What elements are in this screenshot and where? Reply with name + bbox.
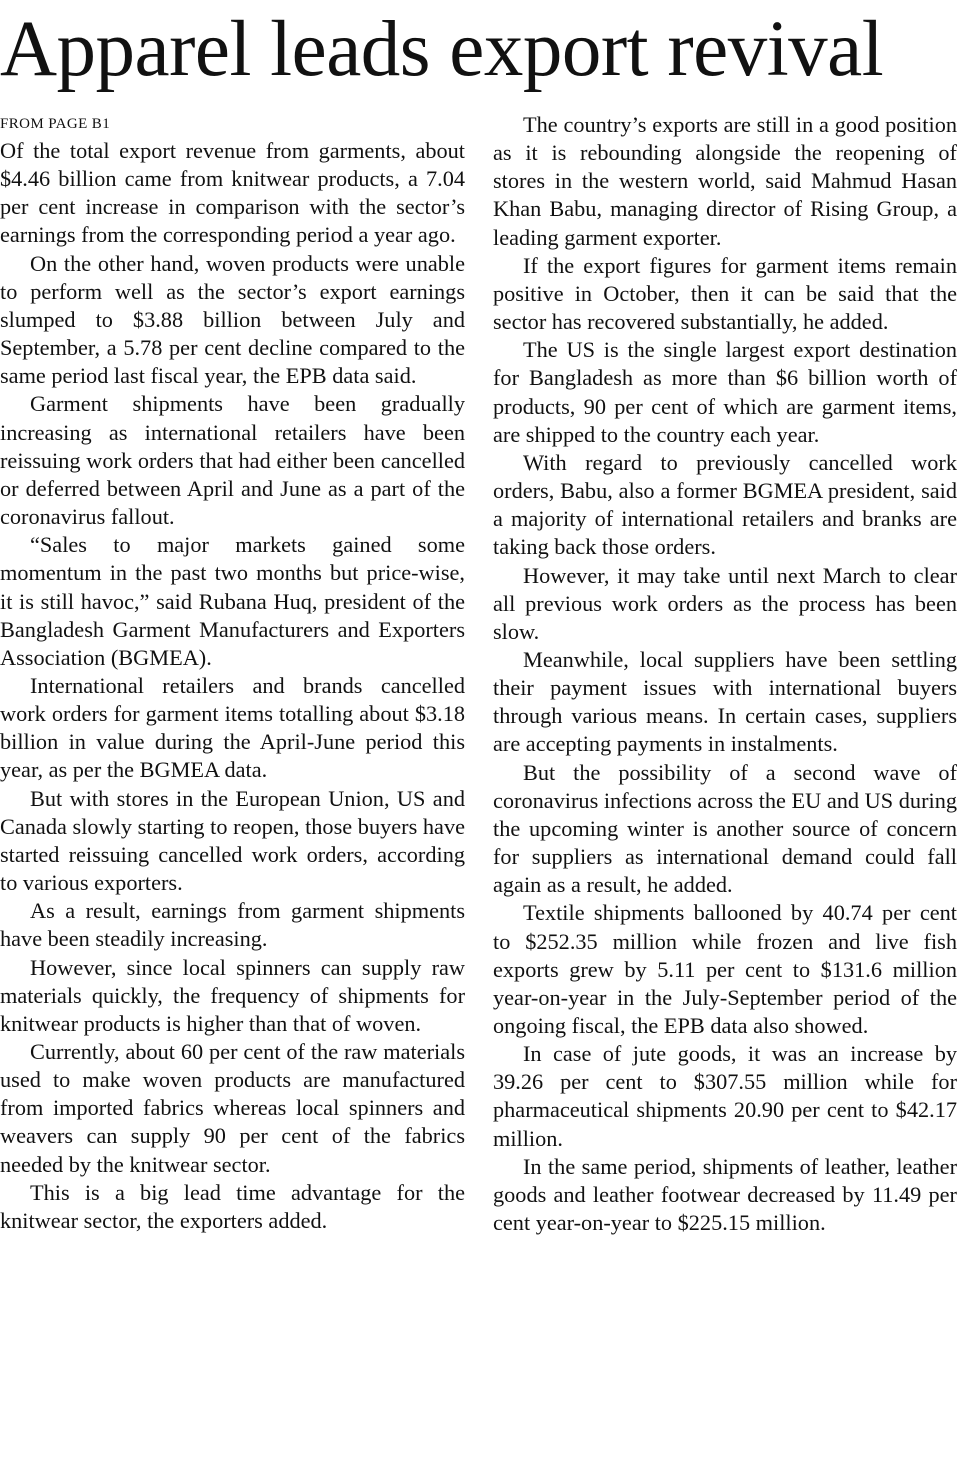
paragraph: Textile shipments ballooned by 40.74 per cent to $252.35 million while frozen and live fish exports grew by 5.11 per cent to $131.6 million year-on-year in the July-September period of the ongoing fiscal, the EPB data also showed. [493,900,957,1038]
paragraph: However, it may take until next March to clear all previous work orders as the process has been slow. [493,562,957,644]
paragraph: If the export figures for garment items remain positive in October, then it can be said that the sector has recovered substantially, he added. [493,252,957,335]
paragraph: As a result, earnings from garment shipments have been steadily increasing. [0,898,465,952]
paragraph: “Sales to major markets gained some momentum in the past two months but price-wise, it is still havoc,” said Rubana Huq, president of the Bangladesh Garment Manufacturers and Exporters Association (BGMEA). [0,532,465,670]
paragraph: Currently, about 60 per cent of the raw materials used to make woven products are manufactured from imported fabrics whereas local spinners and weavers can supply 90 per cent of the fabrics needed by the knitwear sector. [0,1039,465,1177]
paragraph: This is a big lead time advantage for the knitwear sector, the exporters added. [0,1179,465,1233]
article-column-right [493,111,957,1237]
article-column-left [0,111,465,1235]
paragraph: In the same period, shipments of leather, leather goods and leather footwear decreased by 11.49 per cent year-on-year to $225.15 million. [493,1153,957,1236]
dateline: FROM PAGE B1 [0,116,111,132]
paragraph: With regard to previously cancelled work orders, Babu, also a former BGMEA president, said a majority of international retailers and branks are taking back those orders. [493,449,957,560]
paragraph: The US is the single largest export destination for Bangladesh as more than $6 billion worth of products, 90 per cent of which are garment items, are shipped to the country each year. [493,337,957,447]
paragraph: The country’s exports are still in a good position as it is rebounding alongside the reopening of stores in the western world, said Mahmud Hasan Khan Babu, managing director of Rising Group, a leading garment exporter. [493,112,957,250]
paragraph: Of the total export revenue from garments, about $4.46 billion came from knitwear products, a 7.04 per cent increase in comparison with the sector’s earnings from the corresponding period a year ago. [0,138,465,248]
paragraph: But the possibility of a second wave of coronavirus infections across the EU and US during the upcoming winter is another source of concern for suppliers as international demand could fall again as a result, he added. [493,759,957,898]
paragraph: On the other hand, woven products were unable to perform well as the sector’s export earnings slumped to $3.88 billion between July and September, a 5.78 per cent decline compared to the same period last fiscal year, the EPB data said. [0,250,465,389]
paragraph: Garment shipments have been gradually increasing as international retailers have been reissuing work orders that had either been cancelled or deferred between April and June as a part of the coronavirus fallout. [0,391,465,530]
paragraph: In case of jute goods, it was an increase by 39.26 per cent to $307.55 million while for pharmaceutical shipments 20.90 per cent to $42.17 million. [493,1041,957,1151]
paragraph: International retailers and brands cancelled work orders for garment items totalling about $3.18 billion in value during the April-June period this year, as per the BGMEA data. [0,672,465,783]
headline: Apparel leads export revival [0,6,884,93]
paragraph: Meanwhile, local suppliers have been settling their payment issues with international buyers through various means. In certain cases, suppliers are accepting payments in instalments. [493,646,957,757]
paragraph: But with stores in the European Union, US and Canada slowly starting to reopen, those buyers have started reissuing cancelled work orders, according to various exporters. [0,785,465,896]
paragraph: However, since local spinners can supply raw materials quickly, the frequency of shipments for knitwear products is higher than that of woven. [0,954,465,1036]
